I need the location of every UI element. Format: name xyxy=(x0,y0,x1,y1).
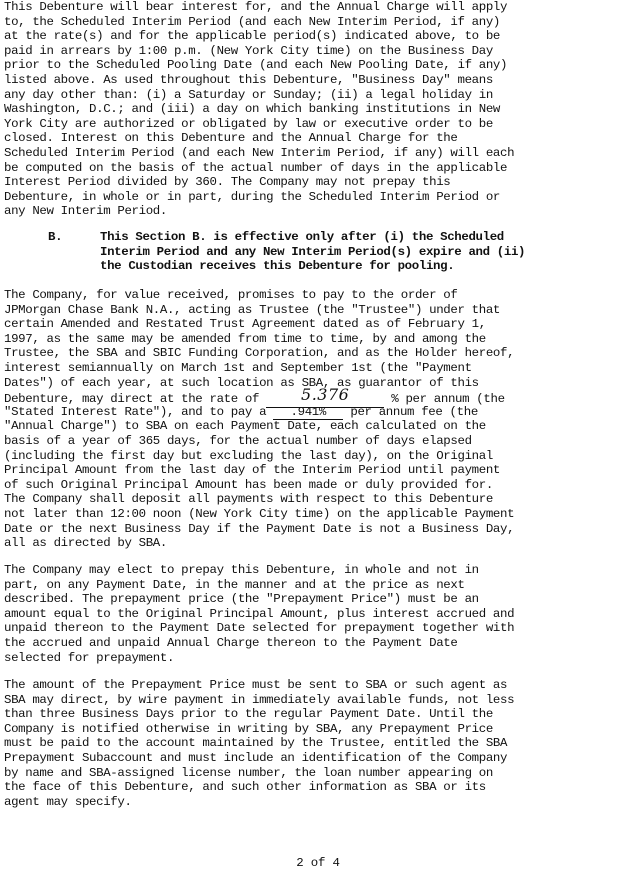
text-line: any New Interim Period. xyxy=(4,204,167,219)
text-line: The amount of the Prepayment Price must be sent to SBA or such agent as xyxy=(4,678,508,692)
text-line: listed above. As used throughout this Debenture, "Business Day" means xyxy=(4,72,493,87)
text-line: than three Business Days prior to the regular Payment Date. Until the xyxy=(4,707,493,722)
text-line: Prepayment Subaccount and must include an identification of the Company xyxy=(4,750,508,765)
text-line: amount equal to the Original Principal Amount, plus interest accrued and xyxy=(4,606,515,621)
text-line: Principal Amount from the last day of the Interim Period until payment xyxy=(4,463,500,478)
text-line: selected for prepayment. xyxy=(4,650,175,665)
text-line: Trustee, the SBA and SBIC Funding Corporation, and as the Holder hereof, xyxy=(4,346,515,361)
text-line: The Company shall deposit all payments with respect to this Debenture xyxy=(4,492,493,507)
text-line: Interest Period divided by 360. The Company may not prepay this xyxy=(4,175,451,190)
text-line: interest semiannually on March 1st and September 1st (the "Payment xyxy=(4,360,472,375)
prepayment-price-paragraph xyxy=(4,678,632,809)
text-line: Washington, D.C.; and (iii) a day on which banking institutions in New xyxy=(4,102,500,117)
text-line: The Company, for value received, promises to pay to the order of xyxy=(4,288,458,302)
text-line: of such Original Principal Amount has been made or duly provided for. xyxy=(4,477,493,492)
text-line: part, on any Payment Date, in the manner and at the price as next xyxy=(4,577,465,592)
text-line: "Annual Charge") to SBA on each Payment Date, each calculated on the xyxy=(4,419,486,434)
text-line: prior to the Scheduled Pooling Date (and each New Pooling Date, if any) xyxy=(4,58,508,73)
text-line: must be paid to the account maintained by the Trustee, entitled the SBA xyxy=(4,736,508,751)
text-line: The Company may elect to prepay this Debenture, in whole and not in xyxy=(4,563,479,577)
interest-paragraph xyxy=(4,0,632,219)
text-line: JPMorgan Chase Bank N.A., acting as Trustee (the "Trustee") under that xyxy=(4,302,500,317)
text-line: agent may specify. xyxy=(4,794,132,809)
text-line: the accrued and unpaid Annual Charge thereon to the Payment Date xyxy=(4,635,458,650)
text-line: This Debenture will bear interest for, and the Annual Charge will apply xyxy=(4,0,508,14)
text-line: 1997, as the same may be amended from time to time, by and among the xyxy=(4,331,486,346)
text-line: Date or the next Business Day if the Payment Date is not a Business Day, xyxy=(4,521,515,536)
text-line: Dates") of each year, at such location as SBA, as guarantor of this xyxy=(4,375,479,390)
prepayment-paragraph xyxy=(4,563,632,665)
text-line: described. The prepayment price (the "Prepayment Price") must be an xyxy=(4,592,479,607)
text-line: closed. Interest on this Debenture and the Annual Charge for the xyxy=(4,131,458,146)
rate-line xyxy=(4,385,632,407)
fee-value: .941% xyxy=(290,404,326,419)
fee-prefix: "Stated Interest Rate"), and to pay a xyxy=(4,404,267,419)
text-line: any day other than: (i) a Saturday or Sunday; (ii) a legal holiday in xyxy=(4,87,493,102)
text-line: at the rate(s) and for the applicable period(s) indicated above, to be xyxy=(4,29,500,44)
text-line: all as directed by SBA. xyxy=(4,536,167,551)
fee-fill-blank xyxy=(273,405,343,421)
text-line: SBA may direct, by wire payment in immediately available funds, not less xyxy=(4,692,515,707)
handwritten-rate: 5.376 xyxy=(301,385,350,405)
text-line: basis of a year of 365 days, for the actual number of days elapsed xyxy=(4,433,472,448)
page-number: 2 of 4 xyxy=(296,856,340,870)
rate-prefix: Debenture, may direct at the rate of xyxy=(4,392,260,407)
payment-paragraph xyxy=(4,288,632,551)
section-b-text xyxy=(100,230,525,274)
text-line: unpaid thereon to the Payment Date selected for prepayment together with xyxy=(4,621,515,636)
text-line: (including the first day but excluding the last day), on the Original xyxy=(4,448,493,463)
section-b-label: B. xyxy=(48,230,63,244)
text-line: This Section B. is effective only after (i) the Scheduled xyxy=(100,230,504,244)
text-line: Debenture, in whole or in part, during the Scheduled Interim Period or xyxy=(4,189,500,204)
text-line: Scheduled Interim Period (and each New Interim Period, if any) will each xyxy=(4,145,515,160)
fee-suffix: per annum fee (the xyxy=(350,404,478,419)
text-line: paid in arrears by 1:00 p.m. (New York City time) on the Business Day xyxy=(4,43,493,58)
text-line: not later than 12:00 noon (New York City time) on the applicable Payment xyxy=(4,506,515,521)
text-line: certain Amended and Restated Trust Agreement dated as of February 1, xyxy=(4,317,486,332)
text-line: by name and SBA-assigned license number, the loan number appearing on xyxy=(4,765,493,780)
text-line: Interim Period and any New Interim Period(s) expire and (ii) xyxy=(100,244,526,259)
text-line: to, the Scheduled Interim Period (and each New Interim Period, if any) xyxy=(4,14,500,29)
rate-suffix: % per annum (the xyxy=(391,392,505,407)
text-line: the Custodian receives this Debenture for pooling. xyxy=(100,259,455,274)
text-line: the face of this Debenture, and such other information as SBA or its xyxy=(4,780,486,795)
text-line: Company is notified otherwise in writing by SBA, any Prepayment Price xyxy=(4,721,493,736)
fee-line xyxy=(4,405,632,420)
text-line: York City are authorized or obligated by law or executive order to be xyxy=(4,116,493,131)
text-line: be computed on the basis of the actual number of days in the applicable xyxy=(4,160,508,175)
